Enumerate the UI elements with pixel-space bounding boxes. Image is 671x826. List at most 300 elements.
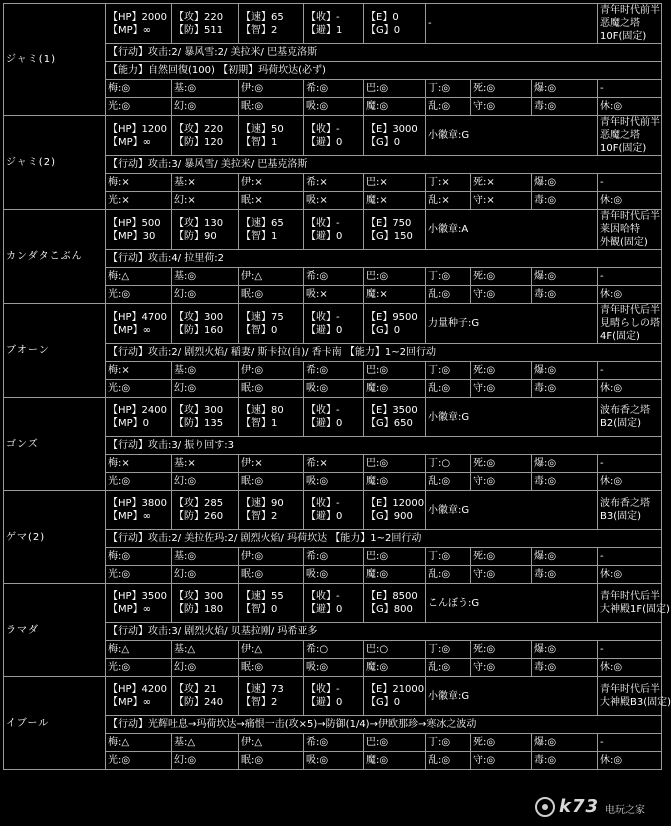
stat-gold: 【G】0 [366, 324, 401, 336]
resist-cell: 光:◎ [106, 752, 172, 770]
resist-cell: 希:◎ [304, 734, 364, 752]
resist-cell: 吸:◎ [304, 659, 364, 677]
resist-cell: 乱:◎ [426, 659, 471, 677]
stat-int: 【智】1 [241, 230, 278, 242]
monster-stat-row [4, 584, 662, 623]
location-line: 大神殿B3(固定) [600, 697, 671, 708]
resist-cell: 梅:◎ [106, 548, 172, 566]
stat-exp: 【E】21000 [366, 684, 425, 695]
stat-cell [106, 4, 172, 44]
stat-cell [364, 398, 426, 437]
stat-atk: 【攻】285 [174, 498, 224, 509]
location-line: 青年时代前半 [600, 117, 661, 128]
stat-eva: 【避】0 [306, 604, 343, 615]
monster-desc: 【行动】攻击:4/ 拉里荷:2 [106, 250, 662, 268]
resist-cell: 伊:× [239, 174, 304, 192]
monster-desc: 【能力】自然回復(100) 【初期】玛荷坎达(必ず) [106, 62, 662, 80]
resist-cell: 爆:◎ [532, 268, 598, 286]
resist-cell: 眠:◎ [239, 752, 304, 770]
stat-mp: 【MP】∞ [108, 24, 151, 36]
stat-exp: 【E】8500 [366, 591, 418, 602]
location-cell [598, 677, 671, 716]
stat-eva: 【避】0 [306, 136, 343, 148]
resist-cell: 乱:◎ [426, 98, 471, 116]
stat-cell [304, 677, 364, 716]
stat-mp: 【MP】∞ [108, 511, 151, 522]
resist-cell: 守:◎ [471, 566, 532, 584]
resist-cell: 伊:◎ [239, 80, 304, 98]
monster-name: イブール [4, 677, 106, 770]
stat-cell [172, 491, 239, 530]
monster-desc: 【行动】光辉吐息→玛荷坎达→痛恨一击(攻×5)→防御(1/4)→伊欧那珍→寒冰之波动 [106, 716, 662, 734]
resist-cell: 死:◎ [471, 362, 532, 380]
resist-cell: 守:◎ [471, 659, 532, 677]
stat-cell [239, 4, 304, 44]
location-cell [598, 4, 662, 44]
resist-cell: 死:◎ [471, 80, 532, 98]
stat-cell [106, 398, 172, 437]
location-line: B3(固定) [600, 511, 642, 522]
resist-cell: 乱:× [426, 192, 471, 210]
resist-cell: 巴:× [364, 174, 426, 192]
stat-hp: 【HP】500 [108, 217, 161, 229]
stat-cell [239, 116, 304, 156]
resist-cell: 巴:◎ [364, 548, 426, 566]
stat-def: 【防】240 [174, 697, 224, 708]
location-line: 4F(固定) [600, 331, 640, 342]
resist-cell: 乱:◎ [426, 752, 471, 770]
stat-col: 【收】- [306, 498, 340, 509]
stat-cell [364, 210, 426, 250]
resist-cell: - [598, 362, 662, 380]
resist-cell: 魔:◎ [364, 659, 426, 677]
resist-cell: 爆:◎ [532, 641, 598, 659]
resist-cell: 幻:◎ [172, 380, 239, 398]
stat-mp: 【MP】∞ [108, 697, 151, 708]
resist-cell: 丁:◎ [426, 641, 471, 659]
stat-int: 【智】0 [241, 604, 278, 615]
resist-cell: 毒:◎ [532, 659, 598, 677]
resist-cell: 幻:× [172, 192, 239, 210]
monster-name: ブオーン [4, 304, 106, 398]
stat-int: 【智】2 [241, 511, 278, 522]
resist-cell: 魔:× [364, 286, 426, 304]
monster-desc: 【行动】攻击:3/ 剧烈火焰/ 贝基拉刚/ 玛希亚多 [106, 623, 662, 641]
stat-eva: 【避】0 [306, 230, 343, 242]
location-line: B2(固定) [600, 418, 642, 429]
resist-cell: 眠:◎ [239, 659, 304, 677]
resist-cell: 吸:× [304, 286, 364, 304]
stat-spd: 【速】65 [241, 217, 284, 229]
stat-cell [172, 210, 239, 250]
stat-mp: 【MP】0 [108, 418, 150, 429]
resist-cell: 希:◎ [304, 548, 364, 566]
resist-cell: 伊:△ [239, 641, 304, 659]
stat-cell [172, 304, 239, 344]
resist-cell: 丁:◎ [426, 80, 471, 98]
resist-cell: 伊:× [239, 455, 304, 473]
monster-name: ゴンズ [4, 398, 106, 491]
resist-cell: 吸:◎ [304, 752, 364, 770]
monster-stat-row [4, 116, 662, 156]
stat-hp: 【HP】4700 [108, 311, 167, 323]
location-line: 見晴らしの塔 [600, 318, 661, 329]
resist-cell: 幻:◎ [172, 752, 239, 770]
stat-mp: 【MP】30 [108, 230, 156, 242]
resist-cell: 眠:◎ [239, 380, 304, 398]
stat-cell [304, 116, 364, 156]
resist-cell: 眠:◎ [239, 98, 304, 116]
stat-spd: 【速】75 [241, 311, 284, 323]
resist-cell: 丁:× [426, 174, 471, 192]
resist-cell: 丁:◎ [426, 734, 471, 752]
stat-cell [364, 304, 426, 344]
resist-cell: 基:△ [172, 641, 239, 659]
resist-cell: 基:× [172, 174, 239, 192]
stat-cell [304, 398, 364, 437]
monster-name: カンダタこぶん [4, 210, 106, 304]
stat-cell [172, 398, 239, 437]
stat-cell [172, 677, 239, 716]
stat-cell [172, 116, 239, 156]
stat-mp: 【MP】∞ [108, 604, 151, 615]
resist-cell: 幻:◎ [172, 98, 239, 116]
stat-def: 【防】135 [174, 418, 224, 429]
stat-cell [304, 491, 364, 530]
location-line: 青年时代后半 [600, 591, 661, 602]
stat-cell [304, 584, 364, 623]
stat-cell [364, 116, 426, 156]
stat-cell [304, 304, 364, 344]
resist-cell: 休:◎ [598, 566, 662, 584]
stat-gold: 【G】650 [366, 418, 413, 429]
stat-eva: 【避】0 [306, 418, 343, 429]
stat-gold: 【G】800 [366, 604, 413, 615]
monster-stat-row [4, 210, 662, 250]
resist-cell: 休:◎ [598, 98, 662, 116]
stat-cell [106, 304, 172, 344]
stat-col: 【收】- [306, 684, 340, 695]
resist-cell: 乱:◎ [426, 473, 471, 491]
resist-cell: 幻:◎ [172, 286, 239, 304]
location-line: 青年时代后半 [600, 684, 661, 695]
monster-desc: 【行动】攻击:2/ 暴风雪:2/ 美拉米/ 巴基克洛斯 [106, 44, 662, 62]
stat-cell [239, 677, 304, 716]
location-cell [598, 491, 662, 530]
stat-def: 【防】180 [174, 604, 224, 615]
resist-cell: 梅:△ [106, 641, 172, 659]
resist-cell: - [598, 268, 662, 286]
location-line: 青年时代后半 [600, 211, 661, 222]
resist-cell: 巴:○ [364, 641, 426, 659]
resist-cell: 希:× [304, 174, 364, 192]
location-cell [598, 304, 662, 344]
drop-item: 力量种子:G [426, 304, 598, 344]
stat-def: 【防】260 [174, 511, 224, 522]
stat-gold: 【G】0 [366, 697, 401, 708]
resist-cell: 伊:△ [239, 734, 304, 752]
stat-cell [239, 584, 304, 623]
resist-cell: 巴:◎ [364, 80, 426, 98]
resist-cell: 魔:◎ [364, 752, 426, 770]
stat-atk: 【攻】130 [174, 217, 224, 229]
stat-spd: 【速】73 [241, 684, 284, 695]
resist-cell: 休:◎ [598, 192, 662, 210]
stat-int: 【智】2 [241, 24, 278, 36]
resist-cell: 梅:△ [106, 734, 172, 752]
stat-col: 【收】- [306, 311, 340, 323]
resist-cell: 吸:◎ [304, 98, 364, 116]
stat-atk: 【攻】21 [174, 684, 217, 695]
resist-cell: 休:◎ [598, 380, 662, 398]
stat-def: 【防】511 [174, 24, 224, 36]
stat-spd: 【速】55 [241, 591, 284, 602]
stat-exp: 【E】3000 [366, 123, 418, 135]
resist-cell: - [598, 455, 662, 473]
drop-item: 小徽章:G [426, 491, 598, 530]
monster-stat-row [4, 398, 662, 437]
resist-cell: 吸:◎ [304, 380, 364, 398]
stat-spd: 【速】50 [241, 123, 284, 135]
drop-item: 小徽章:A [426, 210, 598, 250]
stat-cell [239, 398, 304, 437]
stat-spd: 【速】65 [241, 11, 284, 23]
monster-table [3, 3, 671, 770]
stat-cell [304, 4, 364, 44]
stat-cell [364, 4, 426, 44]
stat-eva: 【避】0 [306, 511, 343, 522]
resist-cell: 爆:◎ [532, 734, 598, 752]
stat-cell [106, 491, 172, 530]
stat-cell [239, 304, 304, 344]
resist-cell: 眠:◎ [239, 566, 304, 584]
resist-cell: 巴:◎ [364, 268, 426, 286]
stat-int: 【智】1 [241, 136, 278, 148]
resist-cell: 眠:◎ [239, 286, 304, 304]
monster-desc: 【行动】攻击:3/ 暴风雪/ 美拉米/ 巴基克洛斯 [106, 156, 662, 174]
stat-cell [239, 491, 304, 530]
stat-def: 【防】160 [174, 324, 224, 336]
stat-atk: 【攻】220 [174, 11, 224, 23]
location-line: 波布香之塔 [600, 405, 651, 416]
resist-cell: 眠:× [239, 192, 304, 210]
location-line: 10F(固定) [600, 31, 647, 42]
resist-cell: 希:◎ [304, 80, 364, 98]
location-line: 恶魔之塔 [600, 18, 641, 29]
stat-int: 【智】0 [241, 324, 278, 336]
resist-cell: 伊:◎ [239, 548, 304, 566]
resist-cell: 休:◎ [598, 473, 662, 491]
resist-cell: 幻:◎ [172, 566, 239, 584]
resist-cell: 光:× [106, 192, 172, 210]
stat-exp: 【E】750 [366, 217, 412, 229]
monster-desc: 【行动】攻击:2/ 剧烈火焰/ 稲妻/ 斯卡拉(自)/ 香卡南 【能力】1~2回行动 [106, 344, 662, 362]
resist-cell: 巴:◎ [364, 734, 426, 752]
resist-cell: 乱:◎ [426, 380, 471, 398]
watermark-logo-icon [535, 797, 555, 817]
resist-cell: 伊:◎ [239, 362, 304, 380]
location-line: 莱因哈特 [600, 224, 641, 235]
resist-cell: 希:◎ [304, 268, 364, 286]
site-watermark [535, 796, 655, 820]
stat-cell [106, 210, 172, 250]
stat-col: 【收】- [306, 217, 340, 229]
stat-cell [172, 4, 239, 44]
stat-hp: 【HP】3500 [108, 591, 167, 602]
stat-eva: 【避】1 [306, 24, 343, 36]
resist-cell: 眠:◎ [239, 473, 304, 491]
monster-name: ジャミ(1) [4, 4, 106, 116]
resist-cell: 魔:× [364, 192, 426, 210]
resist-cell: 光:◎ [106, 286, 172, 304]
stat-gold: 【G】0 [366, 24, 401, 36]
resist-cell: 乱:◎ [426, 286, 471, 304]
stat-atk: 【攻】300 [174, 591, 224, 602]
monster-desc: 【行动】攻击:2/ 美拉佐玛:2/ 剧烈火焰/ 玛荷坎达 【能力】1~2回行动 [106, 530, 662, 548]
drop-item: - [426, 4, 598, 44]
location-line: 10F(固定) [600, 143, 647, 154]
resist-cell: 魔:◎ [364, 380, 426, 398]
resist-cell: 守:◎ [471, 286, 532, 304]
stat-gold: 【G】150 [366, 230, 413, 242]
watermark-tagline: 电玩之家 [605, 805, 645, 816]
resist-cell: 光:◎ [106, 380, 172, 398]
stat-hp: 【HP】2000 [108, 11, 167, 23]
location-line: 波布香之塔 [600, 498, 651, 509]
stat-gold: 【G】0 [366, 136, 401, 148]
resist-cell: 丁:○ [426, 455, 471, 473]
stat-exp: 【E】0 [366, 11, 399, 23]
resist-cell: 基:◎ [172, 362, 239, 380]
stat-col: 【收】- [306, 405, 340, 416]
stat-exp: 【E】3500 [366, 405, 418, 416]
resist-cell: 光:◎ [106, 566, 172, 584]
stat-eva: 【避】0 [306, 697, 343, 708]
stat-atk: 【攻】220 [174, 123, 224, 135]
resist-cell: 魔:◎ [364, 473, 426, 491]
resist-cell: 梅:× [106, 362, 172, 380]
resist-cell: 梅:△ [106, 268, 172, 286]
resist-cell: 休:◎ [598, 286, 662, 304]
resist-cell: 守:◎ [471, 98, 532, 116]
resist-cell: 光:◎ [106, 473, 172, 491]
stat-hp: 【HP】1200 [108, 123, 167, 135]
monster-stat-row [4, 491, 662, 530]
resist-cell: - [598, 80, 662, 98]
resist-cell: 梅:× [106, 455, 172, 473]
resist-cell: 魔:◎ [364, 566, 426, 584]
resist-cell: 爆:◎ [532, 455, 598, 473]
resist-cell: 梅:◎ [106, 80, 172, 98]
resist-cell: 吸:◎ [304, 566, 364, 584]
resist-cell: 希:× [304, 455, 364, 473]
location-line: 外観(固定) [600, 237, 648, 248]
stat-atk: 【攻】300 [174, 311, 224, 323]
resist-cell: 毒:◎ [532, 752, 598, 770]
resist-cell: 守:◎ [471, 752, 532, 770]
stat-atk: 【攻】300 [174, 405, 224, 416]
stat-mp: 【MP】∞ [108, 136, 151, 148]
resist-cell: 乱:◎ [426, 566, 471, 584]
monster-stat-row [4, 677, 662, 716]
stat-cell [172, 584, 239, 623]
resist-cell: 魔:◎ [364, 98, 426, 116]
stat-col: 【收】- [306, 591, 340, 602]
resist-cell: - [598, 174, 662, 192]
resist-cell: 死:◎ [471, 548, 532, 566]
resist-cell: 基:× [172, 455, 239, 473]
resist-cell: 希:◎ [304, 362, 364, 380]
stat-col: 【收】- [306, 123, 340, 135]
stat-hp: 【HP】3800 [108, 498, 167, 509]
resist-cell: 休:◎ [598, 659, 662, 677]
resist-cell: 巴:◎ [364, 362, 426, 380]
resist-cell: 死:◎ [471, 455, 532, 473]
resist-cell: 光:◎ [106, 98, 172, 116]
stat-int: 【智】2 [241, 697, 278, 708]
resist-cell: 死:◎ [471, 268, 532, 286]
monster-name: ラマダ [4, 584, 106, 677]
drop-item: 小徽章:G [426, 116, 598, 156]
resist-cell: 丁:◎ [426, 362, 471, 380]
monster-stat-row [4, 4, 662, 44]
resist-cell: - [598, 641, 662, 659]
resist-cell: 毒:◎ [532, 473, 598, 491]
resist-cell: 爆:◎ [532, 174, 598, 192]
location-line: 恶魔之塔 [600, 130, 641, 141]
resist-cell: 巴:◎ [364, 455, 426, 473]
stat-cell [364, 491, 426, 530]
stat-gold: 【G】900 [366, 511, 413, 522]
stat-cell [304, 210, 364, 250]
resist-cell: 毒:◎ [532, 192, 598, 210]
stat-exp: 【E】12000 [366, 498, 425, 509]
monster-name: ジャミ(2) [4, 116, 106, 210]
resist-cell: 伊:△ [239, 268, 304, 286]
resist-cell: 幻:◎ [172, 659, 239, 677]
resist-cell: 毒:◎ [532, 566, 598, 584]
resist-cell: 毒:◎ [532, 98, 598, 116]
stat-cell [364, 584, 426, 623]
monster-stat-row [4, 304, 662, 344]
resist-cell: - [598, 548, 662, 566]
location-cell [598, 210, 662, 250]
resist-cell: 基:◎ [172, 548, 239, 566]
resist-cell: 吸:◎ [304, 473, 364, 491]
resist-cell: 爆:◎ [532, 80, 598, 98]
location-line: 青年时代后半 [600, 305, 661, 316]
stat-hp: 【HP】4200 [108, 684, 167, 695]
resist-cell: 守:× [471, 192, 532, 210]
resist-cell: 守:◎ [471, 380, 532, 398]
resist-cell: 死:◎ [471, 641, 532, 659]
stat-exp: 【E】9500 [366, 311, 418, 323]
stat-cell [106, 677, 172, 716]
stat-eva: 【避】0 [306, 324, 343, 336]
resist-cell: 守:◎ [471, 473, 532, 491]
resist-cell: 毒:◎ [532, 380, 598, 398]
drop-item: 小徽章:G [426, 398, 598, 437]
stat-cell [106, 116, 172, 156]
stat-mp: 【MP】∞ [108, 324, 151, 336]
resist-cell: 基:◎ [172, 80, 239, 98]
resist-cell: 光:◎ [106, 659, 172, 677]
stat-hp: 【HP】2400 [108, 405, 167, 416]
resist-cell: 幻:◎ [172, 473, 239, 491]
resist-cell: 死:◎ [471, 734, 532, 752]
drop-item: こんぼう:G [426, 584, 598, 623]
monster-name: ゲマ(2) [4, 491, 106, 584]
